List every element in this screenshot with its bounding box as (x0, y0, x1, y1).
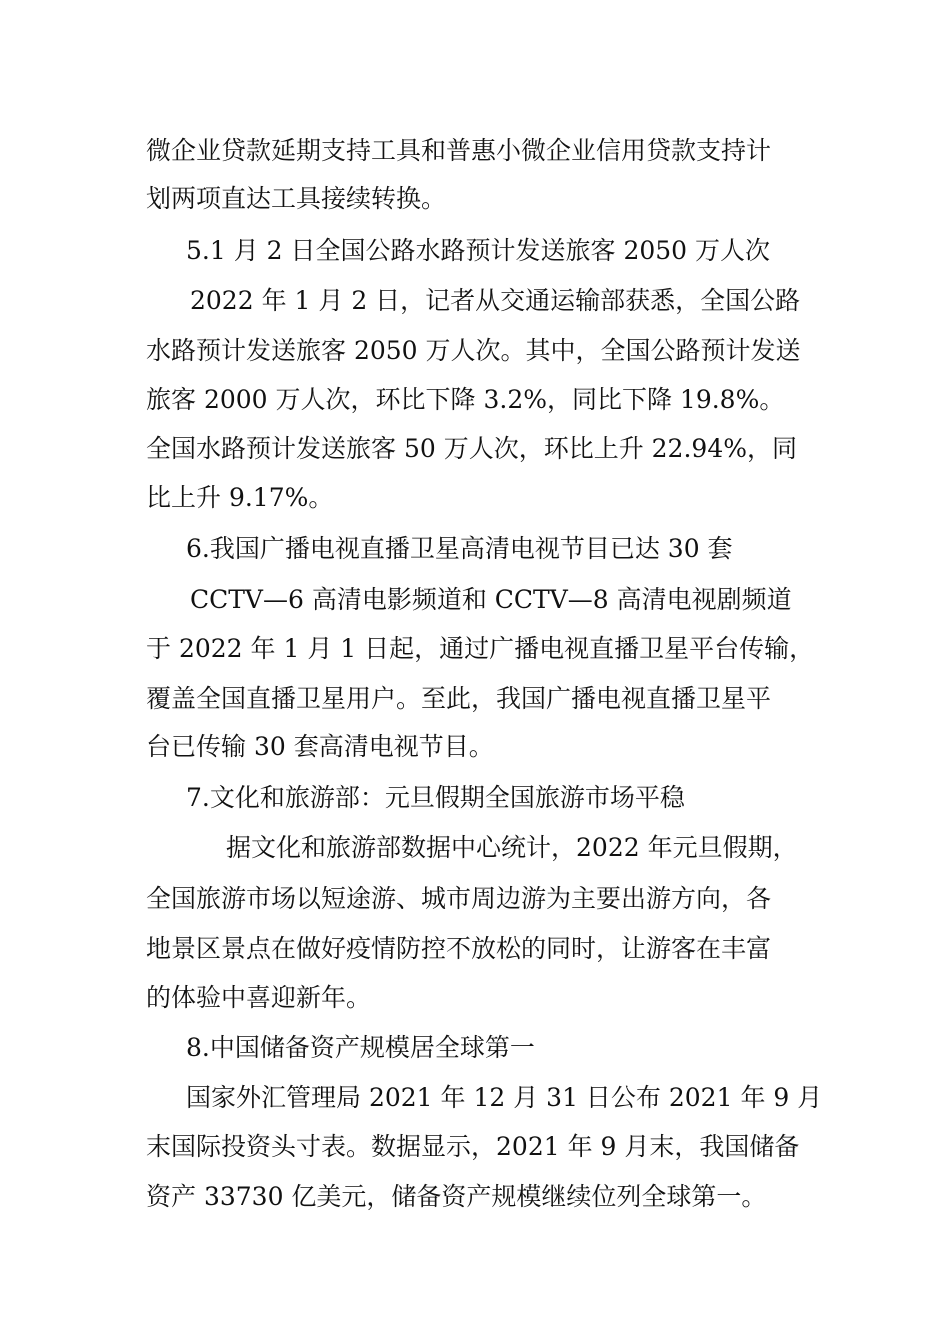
body-text-line: 比上升 9.17%。 (146, 483, 334, 512)
body-text-line: 全国旅游市场以短途游、城市周边游为主要出游方向，各 (146, 884, 772, 913)
body-text-line: 台已传输 30 套高清电视节目。 (146, 732, 494, 761)
body-text-line: 于 2022 年 1 月 1 日起，通过广播电视直播卫星平台传输， (146, 634, 815, 663)
body-text-line: 旅客 2000 万人次，环比下降 3.2%，同比下降 19.8%。 (146, 385, 785, 414)
section-heading-7: 7.文化和旅游部：元旦假期全国旅游市场平稳 (186, 783, 685, 812)
body-text-line: 覆盖全国直播卫星用户。至此，我国广播电视直播卫星平 (146, 684, 772, 713)
body-text-line: 划两项直达工具接续转换。 (146, 184, 447, 213)
section-heading-6: 6.我国广播电视直播卫星高清电视节目已达 30 套 (186, 534, 733, 563)
section-heading-5: 5.1 月 2 日全国公路水路预计发送旅客 2050 万人次 (186, 236, 771, 265)
body-text-line: 国家外汇管理局 2021 年 12 月 31 日公布 2021 年 9 月 (186, 1083, 823, 1112)
body-text-line: 末国际投资头寸表。数据显示，2021 年 9 月末，我国储备 (146, 1132, 800, 1161)
body-text-line: 水路预计发送旅客 2050 万人次。其中，全国公路预计发送 (146, 336, 801, 365)
body-text-line: 的体验中喜迎新年。 (146, 983, 372, 1012)
section-heading-8: 8.中国储备资产规模居全球第一 (186, 1033, 535, 1062)
body-text-line: CCTV—6 高清电影频道和 CCTV—8 高清电视剧频道 (190, 585, 792, 614)
body-text-line: 资产 33730 亿美元，储备资产规模继续位列全球第一。 (146, 1182, 767, 1211)
body-text-line: 全国水路预计发送旅客 50 万人次，环比上升 22.94%，同 (146, 434, 797, 463)
body-text-line: 地景区景点在做好疫情防控不放松的同时，让游客在丰富 (146, 934, 772, 963)
body-text-line: 据文化和旅游部数据中心统计，2022 年元旦假期， (226, 833, 798, 862)
body-text-line: 2022 年 1 月 2 日，记者从交通运输部获悉，全国公路 (190, 286, 801, 315)
body-text-line: 微企业贷款延期支持工具和普惠小微企业信用贷款支持计 (146, 136, 772, 165)
